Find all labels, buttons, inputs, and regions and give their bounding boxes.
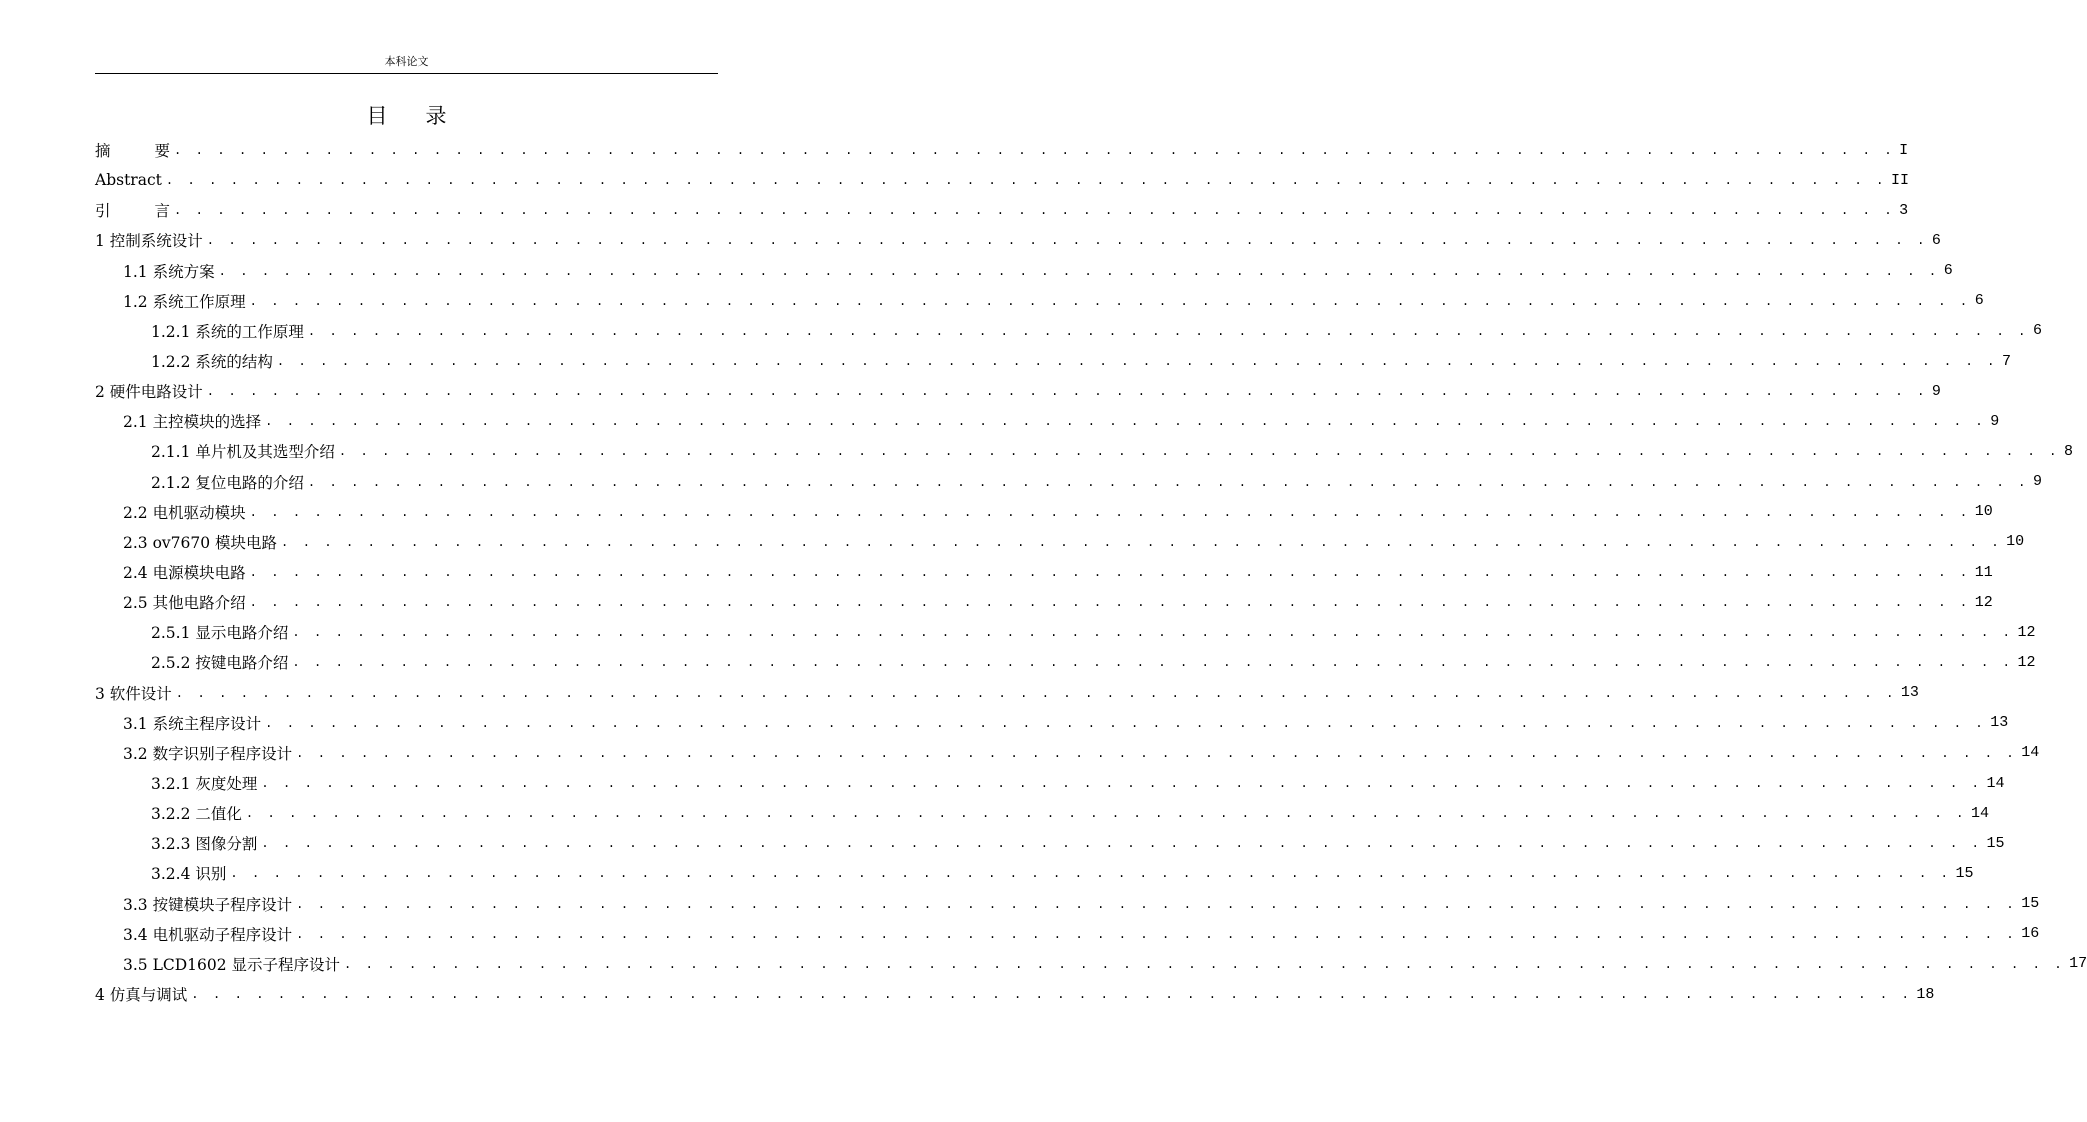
- toc-entry-page: 6: [1943, 262, 1953, 280]
- toc-entry-label: 2.5 其他电路介绍: [123, 594, 246, 613]
- toc-entry-label: 2.3 ov7670 模块电路: [123, 533, 278, 552]
- toc-entry-page: 7: [2002, 352, 2012, 370]
- toc-entry-page: 10: [1974, 503, 1993, 521]
- running-header: 本科论文: [384, 55, 429, 68]
- toc-entry[interactable]: [95, 617, 2036, 647]
- toc-entry-label: 1.2 系统工作原理: [123, 292, 246, 311]
- toc-entry-label: 3.2.3 图像分割: [151, 835, 258, 854]
- dot-leader: . . . . . . . . . . . . . . . . . . . . . . . . . . . . . . . . . . . . . . . . . . . . . . . . . . . . . . . . . . . . . . . . . . . . . . . . . . . . . . . .: [292, 625, 2014, 640]
- toc-entry-page: 14: [1986, 774, 2005, 792]
- dot-leader: . . . . . . . . . . . . . . . . . . . . . . . . . . . . . . . . . . . . . . . . . . . . . . . . . . . . . . . . . . . . . . . . . . . . . . . . . . . . . . . .: [296, 926, 2018, 941]
- toc-entry-label: 3 软件设计: [95, 684, 172, 703]
- toc-entry[interactable]: [95, 798, 1990, 828]
- toc-entry-label: 2 硬件电路设计: [95, 383, 203, 402]
- toc-entry-label-part: 引: [95, 202, 111, 221]
- dot-leader: . . . . . . . . . . . . . . . . . . . . . . . . . . . . . . . . . . . . . . . . . . . . . . . . . . . . . . . . . . . . . . . . . . . . . . . . . . . . . . . .: [265, 414, 1987, 429]
- toc-title: [95, 102, 718, 130]
- toc-entry-page: 12: [2017, 623, 2036, 641]
- dot-leader: . . . . . . . . . . . . . . . . . . . . . . . . . . . . . . . . . . . . . . . . . . . . . . . . . . . . . . . . . . . . . . . . . . . . . . . . . . . . . . . .: [276, 354, 1998, 369]
- dot-leader: . . . . . . . . . . . . . . . . . . . . . . . . . . . . . . . . . . . . . . . . . . . . . . . . . . . . . . . . . . . . . . . . . . . . . . . . . . . . . . . .: [165, 173, 1887, 188]
- dot-leader: . . . . . . . . . . . . . . . . . . . . . . . . . . . . . . . . . . . . . . . . . . . . . . . . . . . . . . . . . . . . . . . . . . . . . . . . . . . . . . . .: [296, 745, 2018, 760]
- toc-entry-page: 3: [1899, 201, 1909, 219]
- toc-entry[interactable]: [95, 979, 1935, 1009]
- toc-entry-page: II: [1890, 171, 1909, 189]
- toc-entry[interactable]: [95, 858, 1974, 888]
- toc-entry-label: 3.4 电机驱动子程序设计: [123, 925, 293, 944]
- toc-entry[interactable]: [95, 768, 2005, 798]
- toc-entry-page: 9: [2033, 473, 2043, 491]
- toc-entry[interactable]: [95, 557, 1993, 587]
- toc-entry-label-part: 要: [154, 142, 171, 161]
- toc-entry[interactable]: [95, 919, 2040, 949]
- dot-leader: . . . . . . . . . . . . . . . . . . . . . . . . . . . . . . . . . . . . . . . . . . . . . . . . . . . . . . . . . . . . . . . . . . . . . . . . . . . . . . . .: [245, 806, 1967, 821]
- toc-entry-label: [95, 199, 174, 221]
- toc-entry[interactable]: [95, 286, 1984, 316]
- toc-entry-label: 3.2.2 二值化: [151, 805, 242, 824]
- toc-entry[interactable]: [95, 195, 1909, 225]
- toc-entry[interactable]: [95, 316, 2043, 346]
- dot-leader: . . . . . . . . . . . . . . . . . . . . . . . . . . . . . . . . . . . . . . . . . . . . . . . . . . . . . . . . . . . . . . . . . . . . . . . . . . . . . . . .: [265, 715, 1987, 730]
- dot-leader: . . . . . . . . . . . . . . . . . . . . . . . . . . . . . . . . . . . . . . . . . . . . . . . . . . . . . . . . . . . . . . . . . . . . . . . . . . . . . . . .: [174, 203, 1896, 218]
- dot-leader: . . . . . . . . . . . . . . . . . . . . . . . . . . . . . . . . . . . . . . . . . . . . . . . . . . . . . . . . . . . . . . . . . . . . . . . . . . . . . . . .: [249, 293, 1971, 308]
- dot-leader: . . . . . . . . . . . . . . . . . . . . . . . . . . . . . . . . . . . . . . . . . . . . . . . . . . . . . . . . . . . . . . . . . . . . . . . . . . . . . . . .: [249, 504, 1971, 519]
- toc-entry[interactable]: [95, 436, 2074, 466]
- toc-entry[interactable]: [95, 467, 2043, 497]
- dot-leader: . . . . . . . . . . . . . . . . . . . . . . . . . . . . . . . . . . . . . . . . . . . . . . . . . . . . . . . . . . . . . . . . . . . . . . . . . . . . . . . .: [281, 534, 2003, 549]
- toc-entry-label: 2.2 电机驱动模块: [123, 503, 246, 522]
- header-rule: [95, 73, 718, 74]
- toc-entry-page: 14: [2021, 744, 2040, 762]
- dot-leader: . . . . . . . . . . . . . . . . . . . . . . . . . . . . . . . . . . . . . . . . . . . . . . . . . . . . . . . . . . . . . . . . . . . . . . . . . . . . . . . .: [307, 474, 2029, 489]
- toc-entry[interactable]: [95, 135, 1909, 165]
- toc-entry-label: 3.2.4 识别: [151, 865, 227, 884]
- toc-entry[interactable]: [95, 587, 1993, 617]
- toc-entry-label: 2.1.2 复位电路的介绍: [151, 473, 304, 492]
- toc-entry[interactable]: [95, 376, 1941, 406]
- toc-entry-label: 2.1.1 单片机及其选型介绍: [151, 443, 335, 462]
- table-of-contents: [95, 135, 2087, 1009]
- dot-leader: . . . . . . . . . . . . . . . . . . . . . . . . . . . . . . . . . . . . . . . . . . . . . . . . . . . . . . . . . . . . . . . . . . . . . . . . . . . . . . . .: [249, 595, 1971, 610]
- toc-entry-page: 17: [2069, 955, 2087, 973]
- toc-entry-label: Abstract: [95, 171, 162, 190]
- toc-entry-page: 15: [2021, 895, 2040, 913]
- toc-entry-page: 9: [1990, 412, 2000, 430]
- toc-entry-page: 11: [1974, 563, 1993, 581]
- toc-entry-page: 15: [1986, 834, 2005, 852]
- toc-entry-page: 13: [1990, 714, 2009, 732]
- toc-entry-label: 2.4 电源模块电路: [123, 564, 246, 583]
- toc-entry-page: 10: [2006, 533, 2025, 551]
- dot-leader: . . . . . . . . . . . . . . . . . . . . . . . . . . . . . . . . . . . . . . . . . . . . . . . . . . . . . . . . . . . . . . . . . . . . . . . . . . . . . . . .: [206, 233, 1928, 248]
- toc-entry-label: 3.1 系统主程序设计: [123, 714, 262, 733]
- toc-entry[interactable]: [95, 828, 2005, 858]
- dot-leader: . . . . . . . . . . . . . . . . . . . . . . . . . . . . . . . . . . . . . . . . . . . . . . . . . . . . . . . . . . . . . . . . . . . . . . . . . . . . . . . .: [191, 987, 1913, 1001]
- toc-entry[interactable]: [95, 165, 1909, 195]
- toc-entry-page: 14: [1971, 804, 1990, 822]
- toc-entry-label: 3.5 LCD1602 显示子程序设计: [123, 955, 341, 974]
- toc-title-char: 目: [366, 104, 388, 128]
- toc-entry[interactable]: [95, 225, 1941, 255]
- toc-entry-page: 18: [1916, 985, 1935, 1003]
- dot-leader: . . . . . . . . . . . . . . . . . . . . . . . . . . . . . . . . . . . . . . . . . . . . . . . . . . . . . . . . . . . . . . . . . . . . . . . . . . . . . . . .: [175, 685, 1897, 700]
- toc-entry-label: 1 控制系统设计: [95, 232, 203, 251]
- toc-entry-label-part: 言: [154, 202, 171, 221]
- dot-leader: . . . . . . . . . . . . . . . . . . . . . . . . . . . . . . . . . . . . . . . . . . . . . . . . . . . . . . . . . . . . . . . . . . . . . . . . . . . . . . . .: [249, 565, 1971, 580]
- dot-leader: . . . . . . . . . . . . . . . . . . . . . . . . . . . . . . . . . . . . . . . . . . . . . . . . . . . . . . . . . . . . . . . . . . . . . . . . . . . . . . . .: [296, 896, 2018, 911]
- dot-leader: . . . . . . . . . . . . . . . . . . . . . . . . . . . . . . . . . . . . . . . . . . . . . . . . . . . . . . . . . . . . . . . . . . . . . . . . . . . . . . . .: [261, 776, 1983, 791]
- dot-leader: . . . . . . . . . . . . . . . . . . . . . . . . . . . . . . . . . . . . . . . . . . . . . . . . . . . . . . . . . . . . . . . . . . . . . . . . . . . . . . . .: [292, 655, 2014, 670]
- toc-entry-page: 6: [2033, 322, 2043, 340]
- toc-entry-label: 3.2.1 灰度处理: [151, 775, 258, 794]
- toc-entry-page: I: [1899, 141, 1909, 159]
- toc-entry[interactable]: [95, 889, 2040, 919]
- toc-entry[interactable]: [95, 647, 2036, 677]
- dot-leader: . . . . . . . . . . . . . . . . . . . . . . . . . . . . . . . . . . . . . . . . . . . . . . . . . . . . . . . . . . . . . . . . . . . . . . . . . . . . . . . .: [206, 384, 1928, 399]
- toc-entry-page: 9: [1931, 382, 1941, 400]
- toc-title-char: 录: [425, 104, 447, 128]
- dot-leader: . . . . . . . . . . . . . . . . . . . . . . . . . . . . . . . . . . . . . . . . . . . . . . . . . . . . . . . . . . . . . . . . . . . . . . . . . . . . . . . .: [261, 836, 1983, 851]
- dot-leader: . . . . . . . . . . . . . . . . . . . . . . . . . . . . . . . . . . . . . . . . . . . . . . . . . . . . . . . . . . . . . . . . . . . . . . . . . . . . . . . .: [344, 956, 2066, 971]
- dot-leader: . . . . . . . . . . . . . . . . . . . . . . . . . . . . . . . . . . . . . . . . . . . . . . . . . . . . . . . . . . . . . . . . . . . . . . . . . . . . . . . .: [230, 866, 1952, 881]
- dot-leader: . . . . . . . . . . . . . . . . . . . . . . . . . . . . . . . . . . . . . . . . . . . . . . . . . . . . . . . . . . . . . . . . . . . . . . . . . . . . . . . .: [174, 143, 1896, 158]
- toc-entry-page: 16: [2021, 925, 2040, 943]
- dot-leader: . . . . . . . . . . . . . . . . . . . . . . . . . . . . . . . . . . . . . . . . . . . . . . . . . . . . . . . . . . . . . . . . . . . . . . . . . . . . . . . .: [338, 444, 2060, 459]
- toc-entry[interactable]: [95, 346, 2012, 376]
- toc-entry-page: 15: [1955, 864, 1974, 882]
- toc-entry-label: 3.2 数字识别子程序设计: [123, 744, 293, 763]
- toc-entry-page: 8: [2064, 442, 2074, 460]
- toc-entry[interactable]: [95, 256, 1953, 286]
- toc-entry-page: 6: [1974, 292, 1984, 310]
- toc-entry-label: 3.3 按键模块子程序设计: [123, 895, 293, 914]
- toc-entry-label: 4 仿真与调试: [95, 986, 188, 1004]
- toc-entry-label: 1.2.1 系统的工作原理: [151, 322, 304, 341]
- toc-entry-label: [95, 139, 174, 161]
- toc-entry-label: 2.5.2 按键电路介绍: [151, 654, 289, 673]
- toc-entry-label-part: 摘: [95, 142, 111, 161]
- toc-entry-page: 13: [1900, 684, 1919, 702]
- toc-entry[interactable]: [95, 949, 2087, 979]
- dot-leader: . . . . . . . . . . . . . . . . . . . . . . . . . . . . . . . . . . . . . . . . . . . . . . . . . . . . . . . . . . . . . . . . . . . . . . . . . . . . . . . .: [307, 323, 2029, 338]
- toc-entry[interactable]: [95, 497, 1993, 527]
- toc-entry[interactable]: [95, 406, 2000, 436]
- toc-entry-label: 1.1 系统方案: [123, 262, 215, 281]
- toc-entry-page: 12: [2017, 653, 2036, 671]
- toc-entry[interactable]: [95, 678, 1919, 708]
- toc-entry-label: 1.2.2 系统的结构: [151, 353, 273, 372]
- toc-entry-label: 2.5.1 显示电路介绍: [151, 624, 289, 643]
- toc-entry[interactable]: [95, 738, 2040, 768]
- toc-entry-page: 12: [1974, 593, 1993, 611]
- toc-entry-page: 6: [1931, 231, 1941, 249]
- toc-entry-label: 2.1 主控模块的选择: [123, 413, 262, 432]
- dot-leader: . . . . . . . . . . . . . . . . . . . . . . . . . . . . . . . . . . . . . . . . . . . . . . . . . . . . . . . . . . . . . . . . . . . . . . . . . . . . . . . .: [218, 263, 1940, 278]
- toc-entry[interactable]: [95, 527, 2025, 557]
- toc-entry[interactable]: [95, 708, 2009, 738]
